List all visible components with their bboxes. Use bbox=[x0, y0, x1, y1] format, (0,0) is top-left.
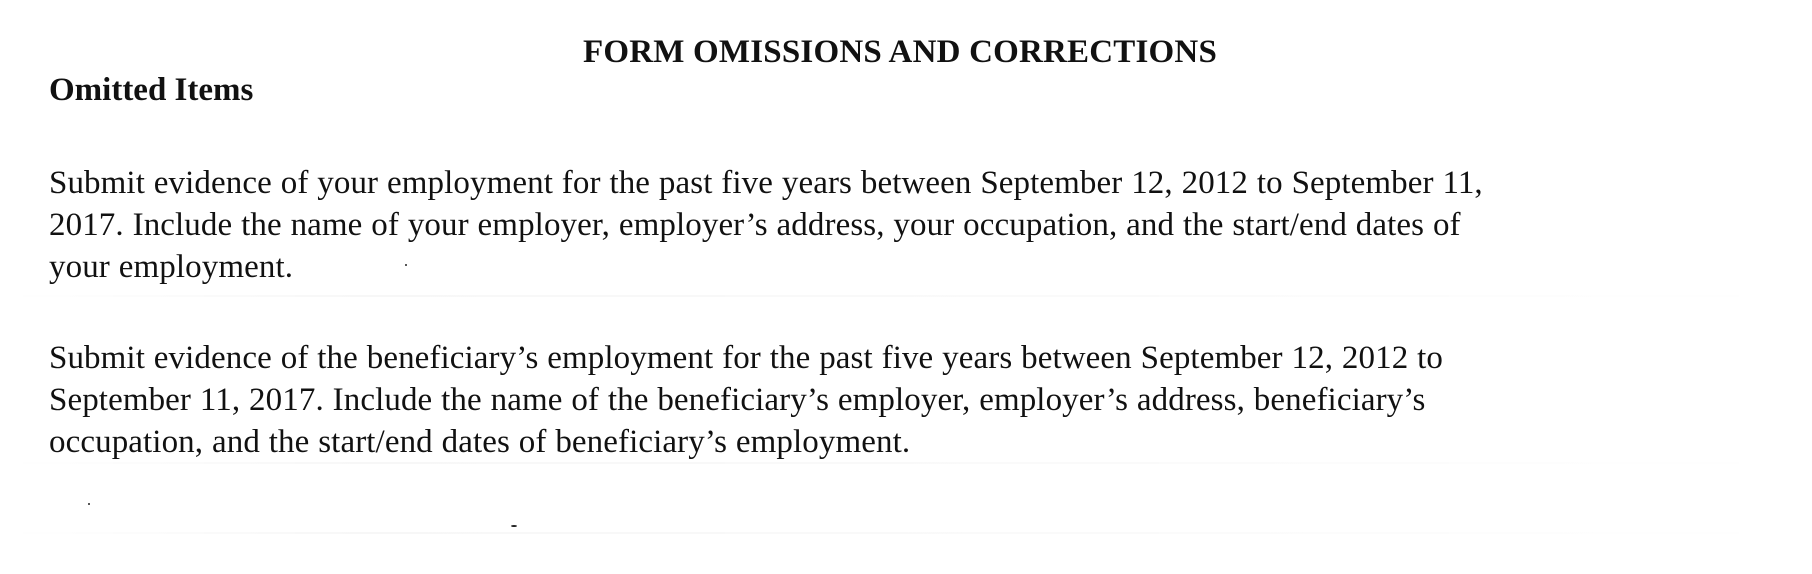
paragraph-line: Submit evidence of the beneficiary’s employment for the past five years between September 12, 2012 to bbox=[49, 340, 1444, 376]
scan-speck bbox=[405, 264, 407, 266]
document-title bbox=[0, 34, 1812, 71]
document-title-text: FORM OMISSIONS AND CORRECTIONS bbox=[583, 34, 1217, 70]
paragraph-line: September 11, 2017. Include the name of the beneficiary’s employer, employer’s address, beneficiary’s bbox=[49, 382, 1426, 418]
paragraph-line: 2017. Include the name of your employer, employer’s address, your occupation, and the start/end dates of bbox=[49, 207, 1461, 243]
paragraph-line: Submit evidence of your employment for the past five years between September 12, 2012 to September 11, bbox=[49, 165, 1483, 201]
paragraph-applicant-employment bbox=[49, 162, 1769, 288]
paragraph-line: occupation, and the start/end dates of beneficiary’s employment. bbox=[49, 424, 911, 460]
scan-artifact-streak bbox=[0, 532, 1812, 534]
scan-speck bbox=[511, 525, 517, 527]
paragraph-beneficiary-employment bbox=[49, 337, 1769, 463]
scan-speck bbox=[88, 503, 90, 505]
section-heading-omitted-items: Omitted Items bbox=[49, 72, 254, 108]
scan-artifact-streak bbox=[0, 295, 1812, 297]
paragraph-line: your employment. bbox=[49, 249, 294, 285]
